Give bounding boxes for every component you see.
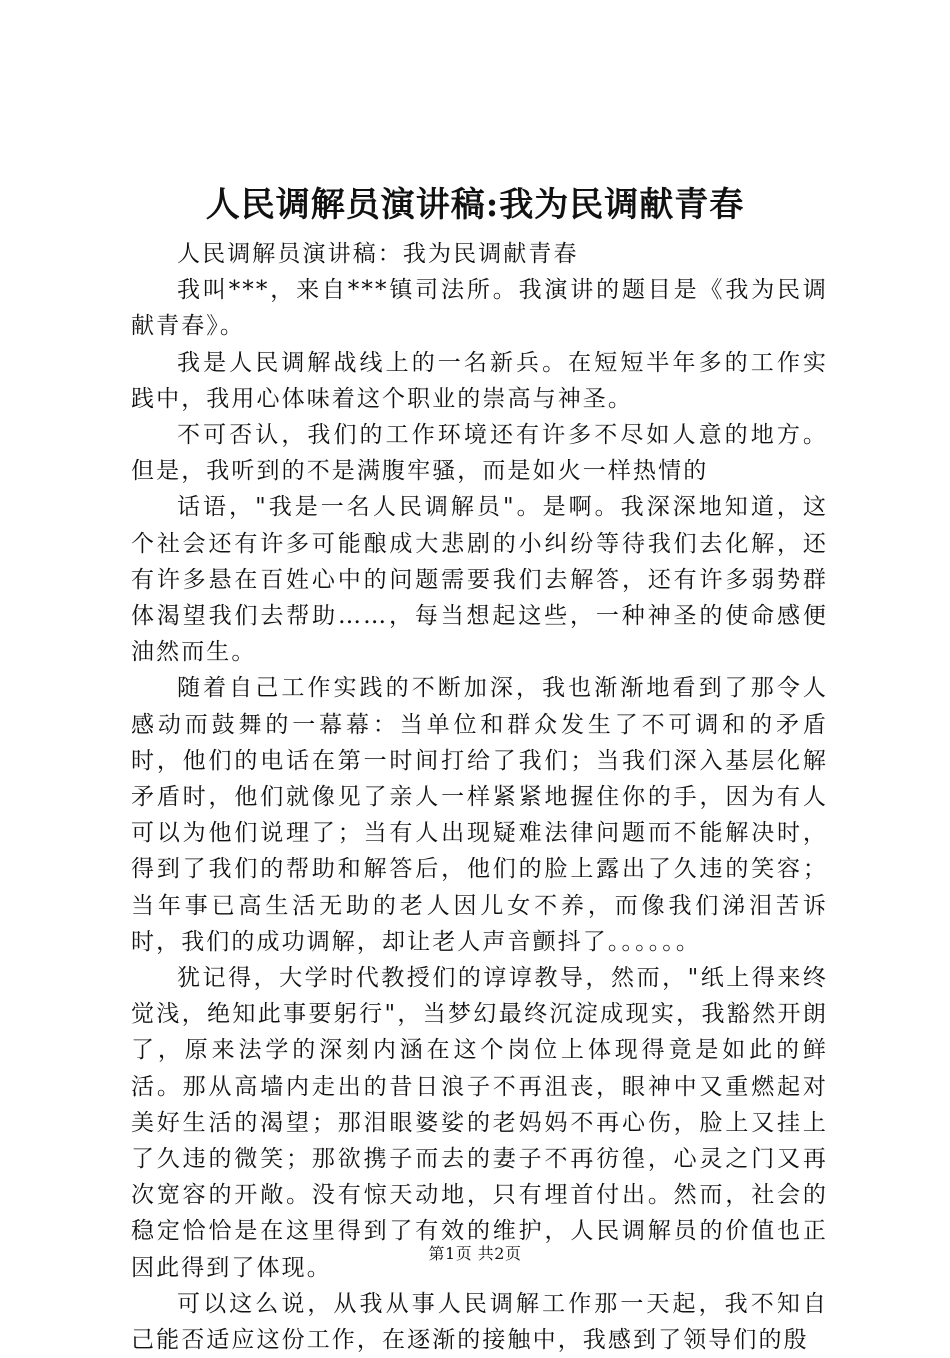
paragraph: 我叫***，来自***镇司法所。我演讲的题目是《我为民调献青春》。 [131, 277, 828, 340]
document-body [131, 236, 828, 1358]
paragraph: 我是人民调解战线上的一名新兵。在短短半年多的工作实践中，我用心体味着这个职业的崇高与神圣。 [131, 349, 828, 412]
paragraph: 随着自己工作实践的不断加深，我也渐渐地看到了那令人感动而鼓舞的一幕幕：当单位和群众发生了不可调和的矛盾时，他们的电话在第一时间打给了我们；当我们深入基层化解矛盾时，他们就像见了亲人一样紧紧地握住你的手，因为有人可以为他们说理了；当有人出现疑难法律问题而不能解决时，得到了我们的帮助和解答后，他们的脸上露出了久违的笑容；当年事已高生活无助的老人因儿女不养，而像我们涕泪苦诉时，我们的成功调解，却让老人声音颤抖了。。。。。。 [131, 675, 828, 955]
document-title: 人民调解员演讲稿:我为民调献青春 [205, 185, 745, 225]
paragraph: 不可否认，我们的工作环境还有许多不尽如人意的地方。但是，我听到的不是满腹牢骚，而是如火一样热情的 [131, 422, 828, 485]
paragraph: 话语，"我是一名人民调解员"。是啊。我深深地知道，这个社会还有许多可能酿成大悲剧的小纠纷等待我们去化解，还有许多悬在百姓心中的问题需要我们去解答，还有许多弱势群体渴望我们去帮助……，每当想起这些，一种神圣的使命感便油然而生。 [131, 494, 828, 666]
paragraph: 可以这么说，从我从事人民调解工作那一天起，我不知自己能否适应这份工作，在逐渐的接触中，我感到了领导们的殷 [131, 1290, 828, 1354]
paragraph: 人民调解员演讲稿：我为民调献青春 [177, 241, 579, 267]
paragraph: 犹记得，大学时代教授们的谆谆教导，然而，"纸上得来终觉浅，绝知此事要躬行"，当梦幻最终沉淀成现实，我豁然开朗了，原来法学的深刻内涵在这个岗位上体现得竟是如此的鲜活。那从高墙内走出的昔日浪子不再沮丧，眼神中又重燃起对美好生活的渴望；那泪眼婆娑的老妈妈不再心伤，脸上又挂上了久违的微笑；那欲携子而去的妻子不再彷徨，心灵之门又再次宽容的开敞。没有惊天动地，只有埋首付出。然而，社会的稳定恰恰是在这里得到了有效的维护，人民调解员的价值也正因此得到了体现。 [131, 965, 828, 1281]
page-footer: 第1页 共2页 [428, 1244, 522, 1263]
